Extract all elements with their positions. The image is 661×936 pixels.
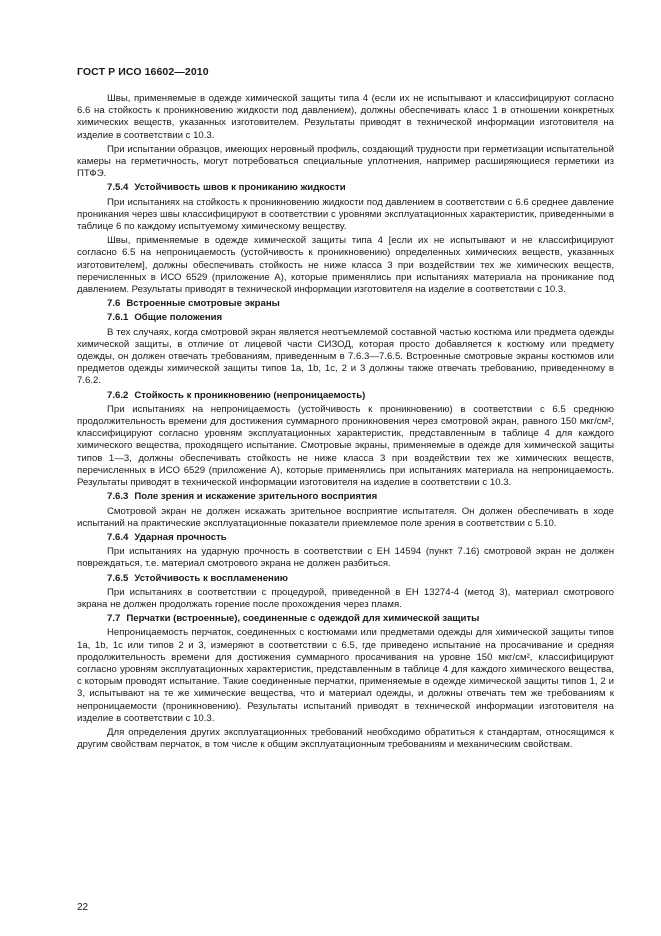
section-number: 7.6 (107, 298, 121, 310)
section-number: 7.6.3 (107, 491, 129, 503)
paragraph: При испытаниях на стойкость к проникновению жидкости под давлением в соответствии с 6.6 среднее давление проникания через швы классифицируют в соответствии с уровнями эксплуатационных характеристик, приведенными в таблице 6 по каждому испытуемому химическому веществу. (77, 196, 614, 233)
section-title: Перчатки (встроенные), соединенные с одеждой для химической защиты (126, 613, 480, 625)
section-heading (107, 491, 614, 503)
section-number: 7.6.2 (107, 389, 129, 401)
paragraph: При испытаниях на непроницаемость (устойчивость к проникновению) в соответствии с 6.5 среднюю продолжительность времени для достижения суммарного проникновения через смотровой экран, равного 150 мкг/см², классифицируют согласно уровням эксплуатационных характеристик, представленным в таблице 4 для каждого химического вещества, проходящего испытание. Смотровые экраны, применяемые в одежде для химической защиты типов 1—3, должны обеспечивать стойкость не ниже класса 3 при воздействии тех же химических веществ, перечисленных в ИСО 6529 (приложение А), которые применялись при испытаниях материала на непроницаемость. Результаты приводят в технической информации изготовителя на изделие в соответствии с 10.3. (77, 403, 614, 489)
paragraph: При испытаниях на ударную прочность в соответствии с ЕН 14594 (пункт 7.16) смотровой экран не должен повреждаться, т.е. материал смотрового экрана не должен разбиться. (77, 546, 614, 570)
section-heading (107, 532, 614, 544)
paragraph: При испытаниях в соответствии с процедурой, приведенной в ЕН 13274-4 (метод 3), материал смотрового экрана не должен продолжать горение после прохождения через пламя. (77, 586, 614, 610)
paragraph: В тех случаях, когда смотровой экран является неотъемлемой составной частью костюма или предмета одежды химической защиты, в отличие от лицевой части СИЗОД, которая просто добавляется к костюму или предмету одежды, он должен отвечать требованиям, приведенным в 7.6.3—7.6.5. Встроенные смотровые экраны костюмов или предметов одежды химической защиты типов 1а, 1b, 1с, 2 и 3 должны также отвечать требованию, приведенному в 7.6.2. (77, 326, 614, 387)
section-heading (107, 312, 614, 324)
section-heading (107, 613, 614, 625)
section-number: 7.6.4 (107, 531, 129, 543)
section-heading (107, 573, 614, 585)
paragraph: Для определения других эксплуатационных требований необходимо обратиться к стандартам, относящимся к другим свойствам перчаток, в том числе к общим эксплуатационным требованиям и механическим свойствам. (77, 726, 614, 751)
paragraph: Швы, применяемые в одежде химической защиты типа 4 [если их не испытывают и не классифицируют согласно 6.5 на непроницаемость (устойчивость к проникновению) определенных химических веществ, указанных изготовителем], должны обеспечивать стойкость не ниже класса 3 при воздействии тех же химических веществ, перечисленных в ИСО 6529 (приложение А), которые применялись при испытаниях материала на проникание под давлением. Результаты приводят в технической информации изготовителя на изделие в соответствии с 10.3. (77, 235, 614, 296)
section-title: Ударная прочность (134, 531, 227, 543)
document-body (77, 93, 614, 753)
section-title: Встроенные смотровые экраны (126, 298, 280, 310)
section-number: 7.6.5 (107, 572, 129, 584)
section-title: Устойчивость швов к прониканию жидкости (134, 182, 346, 194)
paragraph: Швы, применяемые в одежде химической защиты типа 4 (если их не испытывают и классифицируют согласно 6.6 на стойкость к проникновению жидкости под давлением), должны обеспечивать класс 1 в отношении конкретных химических веществ, указанных изготовителем. Результаты приводят в технической информации изготовителя на изделие в соответствии с 10.3. (77, 93, 614, 141)
section-title: Общие положения (134, 312, 223, 324)
section-heading (107, 298, 614, 310)
page-number: 22 (77, 902, 89, 913)
section-title: Стойкость к проникновению (непроницаемость) (134, 389, 366, 401)
paragraph: Непроницаемость перчаток, соединенных с костюмами или предметами одежды для химической защиты типов 1а, 1b, 1с или типов 2 и 3, измеряют в соответствии с 6.5, где приведено испытание на просачивание и средняя продолжительность времени для достижения суммарного просачивания на уровне 150 мкг/см², классифицируют согласно уровням эксплуатационных характеристик, представленным в таблице 4 для каждого химического вещества, с которым проводят испытание. Такие соединенные перчатки, применяемые в одежде химической защиты типов 1, 2 и 3, испытывают на те же химические вещества, что и материал одежды, и должны отвечать тем же требованиям к непроницаемости (проникновению). Результаты испытаний приводят в технической информации изготовителя на изделие в соответствии с 10.3. (77, 627, 614, 724)
section-heading (107, 390, 614, 402)
section-number: 7.7 (107, 613, 121, 625)
document-header: ГОСТ Р ИСО 16602—2010 (77, 66, 209, 78)
section-number: 7.5.4 (107, 182, 129, 194)
section-title: Поле зрения и искажение зрительного восприятия (134, 491, 378, 503)
section-title: Устойчивость к воспламенению (134, 572, 288, 584)
section-heading (107, 182, 614, 194)
paragraph: Смотровой экран не должен искажать зрительное восприятие испытателя. Он должен обеспечивать в ходе испытаний на практические эксплуатационные показатели приемлемое поле зрения в соответствии с 5.10. (77, 505, 614, 529)
paragraph: При испытании образцов, имеющих неровный профиль, создающий трудности при герметизации испытательной камеры на герметичность, могут потребоваться специальные уплотнения, например расширяющиеся герметики из ПТФЭ. (77, 143, 614, 180)
section-number: 7.6.1 (107, 312, 129, 324)
